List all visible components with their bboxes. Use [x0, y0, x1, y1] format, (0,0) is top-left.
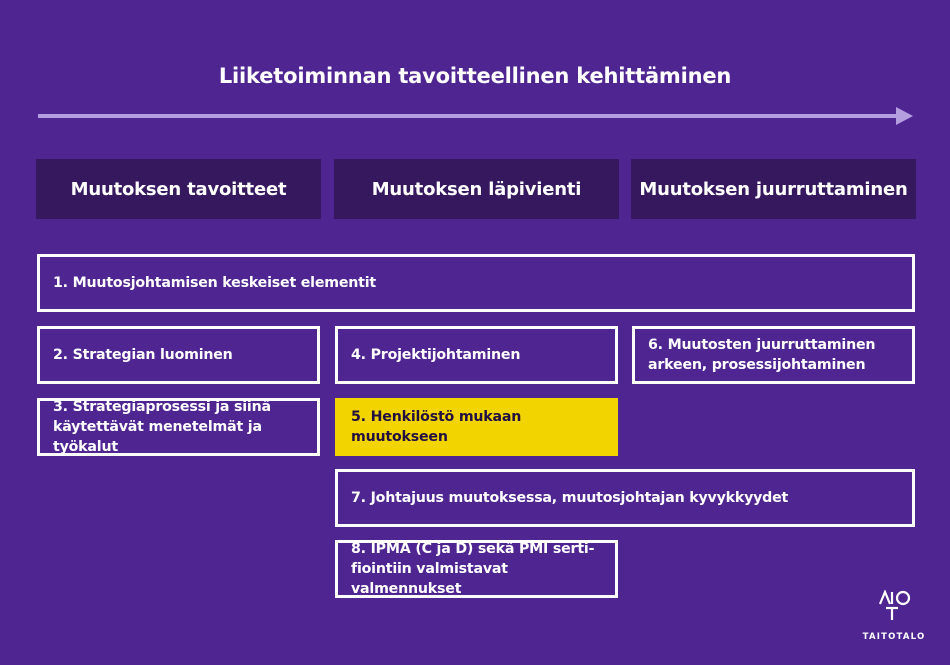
- item-4-label: 4. Projektijohtaminen: [351, 347, 521, 363]
- item-2-label: 2. Strategian luominen: [53, 347, 233, 363]
- arrow-line: [38, 114, 898, 118]
- phase-embedding: Muutoksen juurruttaminen: [631, 159, 916, 219]
- item-5-label: 5. Henkilöstö mukaan muutokseen: [351, 409, 522, 445]
- item-8-box: [335, 540, 618, 598]
- item-7-box: [335, 469, 915, 527]
- item-3-box: [37, 398, 320, 456]
- item-3-label: 3. Strategiaprosessi ja siinä käytettävät menetelmät ja työkalut: [53, 399, 271, 455]
- item-5-box-highlighted: [335, 398, 618, 456]
- phase-goals: Muutoksen tavoitteet: [36, 159, 321, 219]
- item-1-label: 1. Muutosjohtamisen keskeiset elementit: [53, 275, 377, 291]
- taitotalo-logo-mark-icon: [878, 590, 912, 622]
- taitotalo-logo-text: TAITOTALO: [862, 632, 926, 642]
- taitotalo-logo: [856, 590, 932, 650]
- diagram-title: Liiketoiminnan tavoitteellinen kehittäminen: [218, 64, 732, 88]
- item-8-label: 8. IPMA (C ja D) sekä PMI serti-fiointiin valmistavat valmennukset: [351, 541, 595, 597]
- phase-implementation: Muutoksen läpivienti: [334, 159, 619, 219]
- item-2-box: [37, 326, 320, 384]
- item-4-box: [335, 326, 618, 384]
- item-7-label: 7. Johtajuus muutoksessa, muutosjohtajan kyvykkyydet: [351, 490, 789, 506]
- item-6-box: [632, 326, 915, 384]
- item-6-label: 6. Muutosten juurruttaminen arkeen, prosessijohtaminen: [648, 337, 876, 373]
- item-1-box: [37, 254, 915, 312]
- arrow-head-icon: [896, 107, 913, 125]
